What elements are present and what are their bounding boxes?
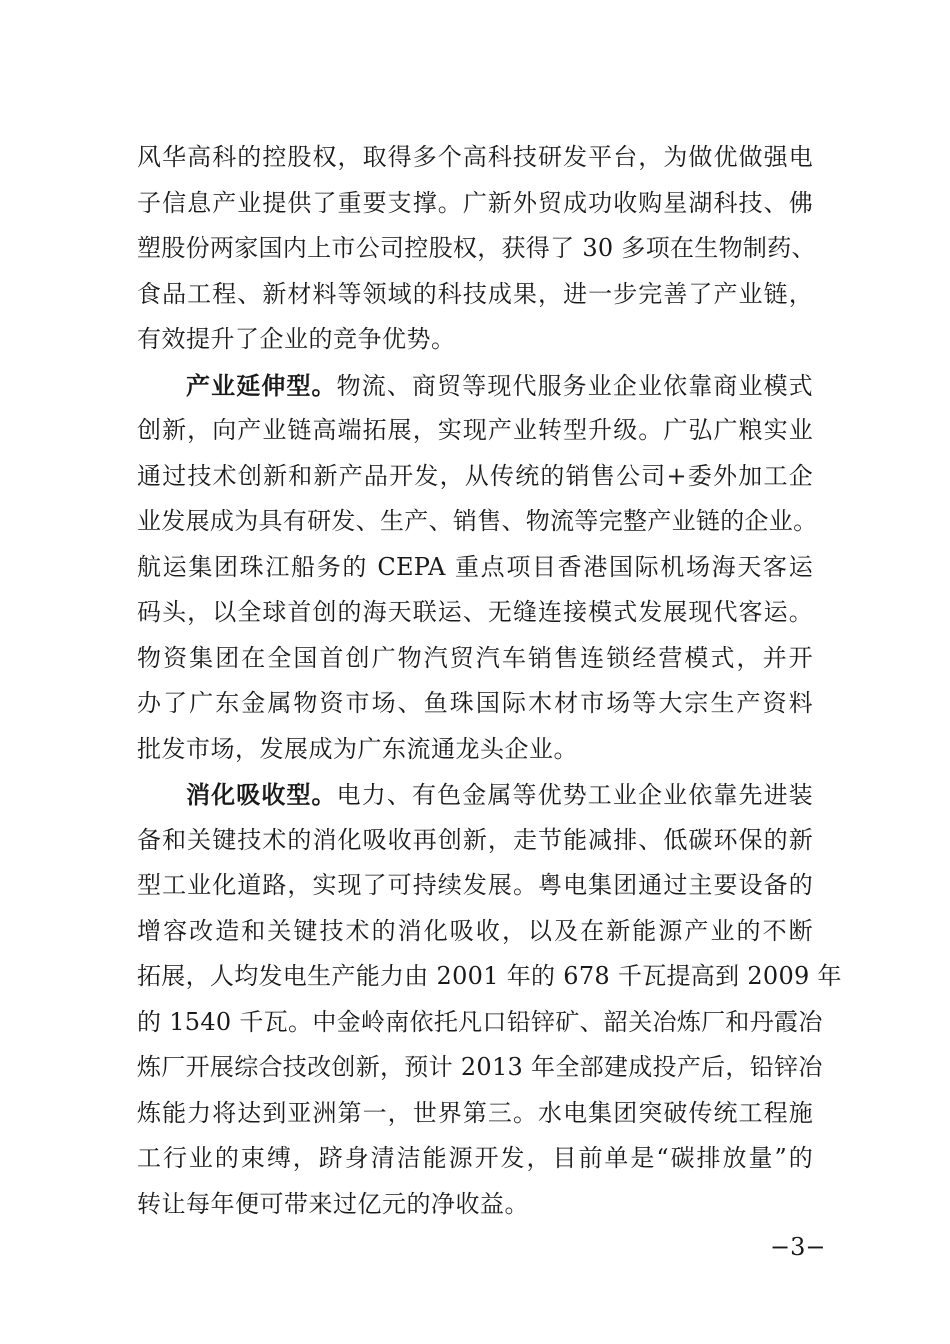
text-line: 码头，以全球首创的海天联运、无缝连接模式发展现代客运。 xyxy=(137,598,813,626)
paragraph-continuation xyxy=(137,135,816,363)
text-line: 增容改造和关键技术的消化吸收，以及在新能源产业的不断 xyxy=(137,916,813,945)
text-line: 风华高科的控股权，取得多个高科技研发平台，为做优做强电 xyxy=(137,143,813,171)
text-line: 业发展成为具有研发、生产、销售、物流等完整产业链的企业。 xyxy=(137,507,818,535)
text-line: 转让每年便可带来过亿元的净收益。 xyxy=(137,1189,529,1218)
text-line: 工行业的束缚，跻身清洁能源开发，目前单是“碳排放量”的 xyxy=(137,1144,813,1172)
text-line: 的 1540 千瓦。中金岭南依托凡口铅锌矿、韶关冶炼厂和丹霞冶 xyxy=(137,1007,823,1036)
text-run: 物流、商贸等现代服务业企业依靠商业模式 xyxy=(336,371,813,400)
text-line: 物资集团在全国首创广物汽贸汽车销售连锁经营模式，并开 xyxy=(137,643,813,672)
text-line: 创新，向产业链高端拓展，实现产业转型升级。广弘广粮实业 xyxy=(137,416,813,444)
text-line: 子信息产业提供了重要支撑。广新外贸成功收购星湖科技、佛 xyxy=(137,188,813,217)
text-line: 备和关键技术的消化吸收再创新，走节能减排、低碳环保的新 xyxy=(137,825,813,854)
paragraph-industry-extension xyxy=(137,363,818,773)
page-number: −3− xyxy=(770,1233,826,1261)
text-line: 炼能力将达到亚洲第一，世界第三。水电集团突破传统工程施 xyxy=(137,1098,813,1127)
paragraph-digestion-absorption xyxy=(137,772,842,1227)
paragraph-heading: 产业延伸型。 xyxy=(186,370,337,400)
text-line: 型工业化道路，实现了可持续发展。粤电集团通过主要设备的 xyxy=(137,871,813,899)
text-line: 炼厂开展综合技改创新，预计 2013 年全部建成投产后，铅锌冶 xyxy=(137,1053,823,1081)
text-line: 食品工程、新材料等领域的科技成果，进一步完善了产业链， xyxy=(137,279,813,308)
text-line: 拓展，人均发电生产能力由 2001 年的 678 千瓦提高到 2009 年 xyxy=(137,962,842,990)
paragraph-heading: 消化吸收型。 xyxy=(186,780,337,809)
text-line: 办了广东金属物资市场、鱼珠国际木材市场等大宗生产资料 xyxy=(137,689,813,717)
text-line: 批发市场，发展成为广东流通龙头企业。 xyxy=(137,734,578,763)
text-line: 通过技术创新和新产品开发，从传统的销售公司+委外加工企 xyxy=(137,461,813,490)
body-text xyxy=(137,135,842,1227)
text-line: 有效提升了企业的竞争优势。 xyxy=(137,325,456,353)
text-run: 电力、有色金属等优势工业企业依靠先进装 xyxy=(336,781,813,809)
text-line: 航运集团珠江船务的 CEPA 重点项目香港国际机场海天客运 xyxy=(137,552,813,581)
text-line: 塑股份两家国内上市公司控股权，获得了 30 多项在生物制药、 xyxy=(137,234,816,262)
paragraph-first-line xyxy=(137,363,813,409)
paragraph-first-line xyxy=(137,772,813,818)
